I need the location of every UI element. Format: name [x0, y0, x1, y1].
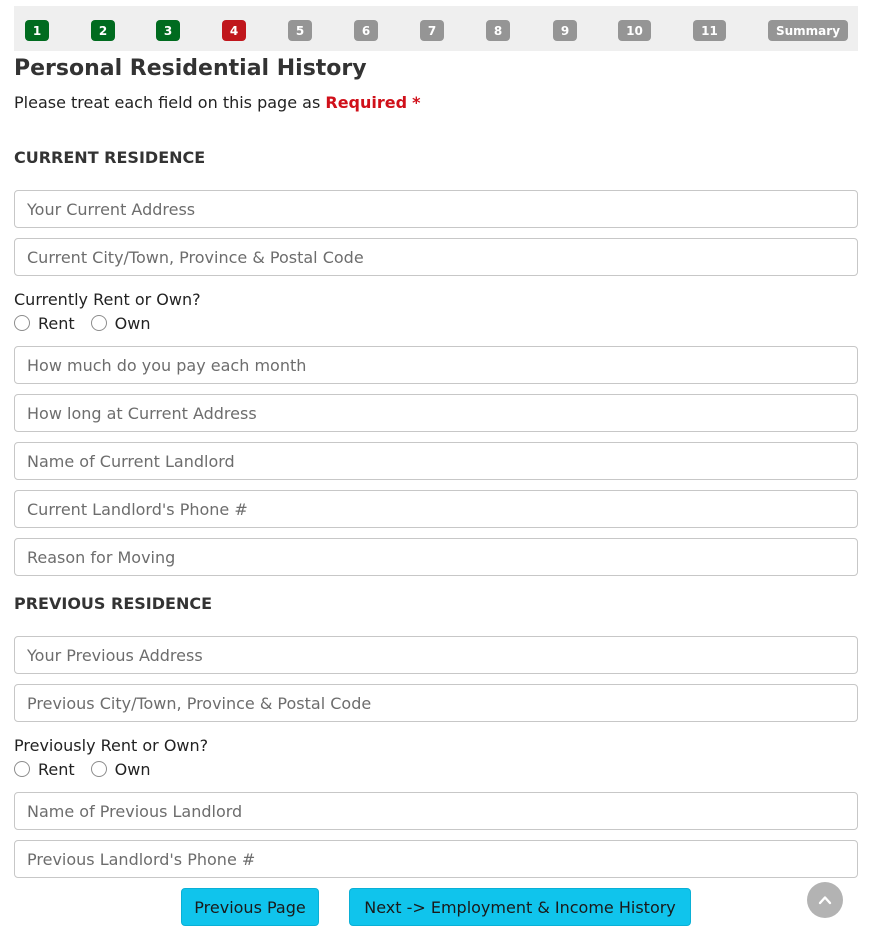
current-duration-input[interactable]: [14, 394, 858, 432]
current-own-radio[interactable]: [91, 315, 107, 331]
previous-own-option[interactable]: [91, 760, 151, 779]
page-title: Personal Residential History: [14, 56, 367, 81]
current-rent-own-label: Currently Rent or Own?: [14, 290, 201, 309]
current-own-option[interactable]: [91, 314, 151, 333]
current-city-input[interactable]: [14, 238, 858, 276]
previous-landlord-name-input[interactable]: [14, 792, 858, 830]
next-page-button[interactable]: Next -> Employment & Income History: [349, 888, 691, 926]
previous-rent-radio[interactable]: [14, 761, 30, 777]
step-progress-bar: [14, 6, 858, 51]
current-landlord-phone-input[interactable]: [14, 490, 858, 528]
previous-residence-heading: PREVIOUS RESIDENCE: [14, 594, 212, 613]
current-rent-own-group: [14, 313, 166, 333]
previous-rent-option[interactable]: [14, 760, 75, 779]
step-10-badge[interactable]: 10: [618, 20, 651, 41]
scroll-top-button[interactable]: [807, 882, 843, 918]
required-star: *: [412, 93, 421, 112]
previous-city-input[interactable]: [14, 684, 858, 722]
previous-own-radio[interactable]: [91, 761, 107, 777]
previous-rent-own-group: [14, 759, 166, 779]
previous-landlord-phone-input[interactable]: [14, 840, 858, 878]
step-4-badge[interactable]: 4: [222, 20, 246, 41]
current-address-input[interactable]: [14, 190, 858, 228]
current-rent-option[interactable]: [14, 314, 75, 333]
current-own-label: Own: [114, 313, 151, 333]
required-note: [14, 93, 421, 112]
current-rent-label: Rent: [38, 313, 75, 333]
step-summary-badge[interactable]: Summary: [768, 20, 848, 41]
current-residence-heading: CURRENT RESIDENCE: [14, 148, 206, 167]
required-word: Required: [325, 93, 408, 112]
previous-rent-own-label: Previously Rent or Own?: [14, 736, 209, 755]
required-note-text: Please treat each field on this page as: [14, 93, 321, 112]
step-1-badge[interactable]: 1: [25, 20, 49, 41]
previous-page-button[interactable]: Previous Page: [181, 888, 319, 926]
current-landlord-name-input[interactable]: [14, 442, 858, 480]
step-6-badge[interactable]: 6: [354, 20, 378, 41]
step-2-badge[interactable]: 2: [91, 20, 115, 41]
current-rent-radio[interactable]: [14, 315, 30, 331]
previous-address-input[interactable]: [14, 636, 858, 674]
step-9-badge[interactable]: 9: [553, 20, 577, 41]
step-5-badge[interactable]: 5: [288, 20, 312, 41]
step-7-badge[interactable]: 7: [420, 20, 444, 41]
step-8-badge[interactable]: 8: [486, 20, 510, 41]
previous-rent-label: Rent: [38, 759, 75, 779]
monthly-payment-input[interactable]: [14, 346, 858, 384]
chevron-up-icon: [817, 892, 833, 908]
reason-for-moving-input[interactable]: [14, 538, 858, 576]
step-3-badge[interactable]: 3: [156, 20, 180, 41]
previous-own-label: Own: [114, 759, 151, 779]
step-11-badge[interactable]: 11: [693, 20, 726, 41]
